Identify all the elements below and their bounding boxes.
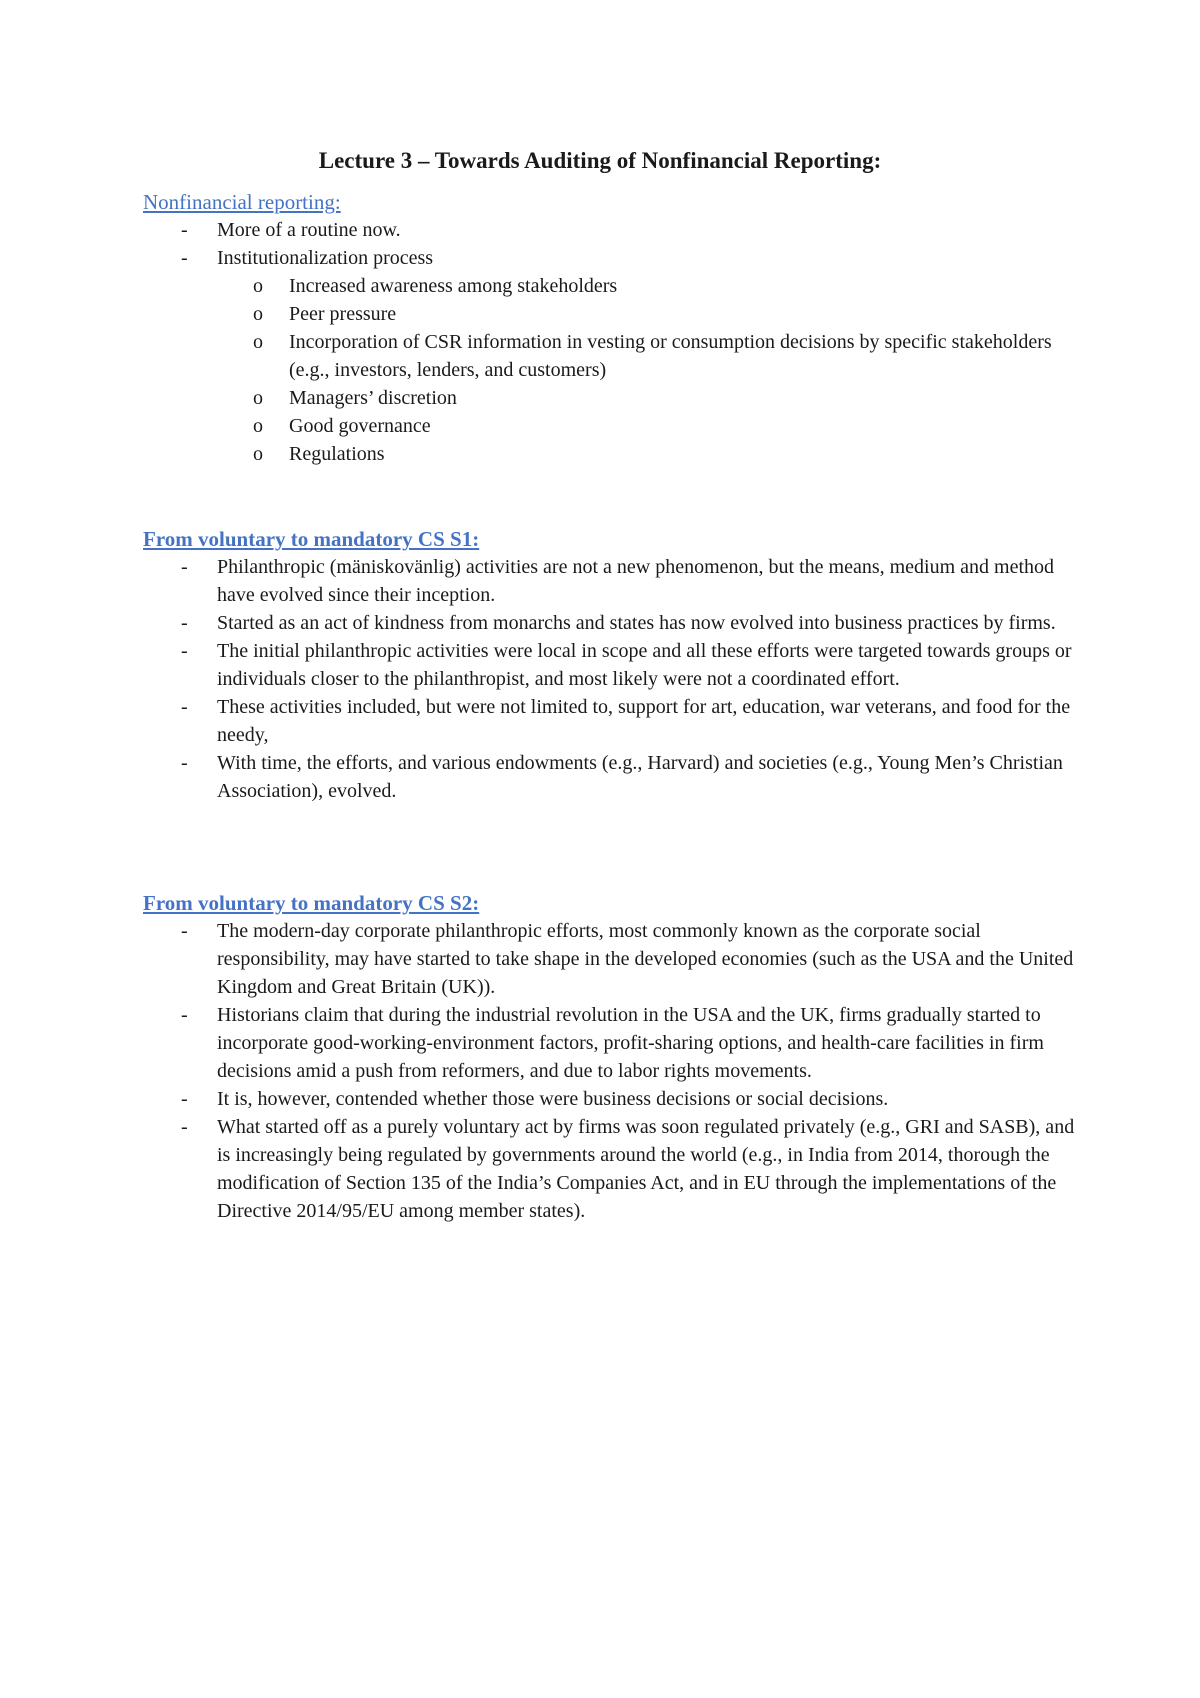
bullet-list	[143, 553, 1083, 805]
list-item-text: Started as an act of kindness from monarchs and states has now evolved into business practices by firms.	[217, 612, 1056, 634]
dash-bullet: -	[181, 612, 188, 634]
list-item	[143, 917, 1083, 1001]
list-item-text: What started off as a purely voluntary act by firms was soon regulated privately (e.g., GRI and SASB), and is increasingly being regulated by governments around the world (e.g., in India from 2014, thorough the modification of Section 135 of the India’s Companies Act, and in EU through the implementations of the Directive 2014/95/EU among member states).	[217, 1116, 1075, 1222]
list-item-text: The modern-day corporate philanthropic efforts, most commonly known as the corporate social responsibility, may have started to take shape in the developed economies (such as the USA and the United Kingdom and Great Britain (UK)).	[217, 920, 1074, 998]
section-voluntary-to-mandatory-s2	[143, 889, 1083, 1225]
section-nonfinancial-reporting	[143, 188, 1083, 468]
sub-list-item	[143, 412, 1083, 440]
section-heading: From voluntary to mandatory CS S1:	[143, 527, 480, 551]
section-heading: From voluntary to mandatory CS S2:	[143, 891, 480, 915]
list-item-text: It is, however, contended whether those were business decisions or social decisions.	[217, 1088, 889, 1110]
dash-bullet: -	[181, 1004, 188, 1026]
sub-list-item-text: Increased awareness among stakeholders	[289, 275, 618, 297]
page-title: Lecture 3 – Towards Auditing of Nonfinancial Reporting:	[318, 148, 882, 173]
sub-list-item-text: Managers’ discretion	[289, 387, 457, 409]
bullet-list	[143, 917, 1083, 1225]
sub-list-item-text: Peer pressure	[289, 303, 397, 325]
dash-bullet: -	[181, 920, 188, 942]
sub-list-item-text: Incorporation of CSR information in vesting or consumption decisions by specific stakeholders (e.g., investors, lenders, and customers)	[289, 331, 1052, 381]
list-item	[143, 1001, 1083, 1085]
list-item	[143, 553, 1083, 609]
list-item-text: Philanthropic (mäniskovänlig) activities are not a new phenomenon, but the means, medium and method have evolved since their inception.	[217, 556, 1055, 606]
list-item	[143, 609, 1083, 637]
sub-list-item-text: Good governance	[289, 415, 431, 437]
section-heading: Nonfinancial reporting:	[143, 190, 341, 214]
dash-bullet: -	[181, 1116, 188, 1138]
sub-list-item-text: Regulations	[289, 443, 385, 465]
circle-bullet: o	[253, 443, 263, 465]
circle-bullet: o	[253, 387, 263, 409]
dash-bullet: -	[181, 1088, 188, 1110]
dash-bullet: -	[181, 696, 188, 718]
list-item	[143, 244, 1083, 272]
list-item	[143, 693, 1083, 749]
list-item	[143, 216, 1083, 244]
circle-bullet: o	[253, 275, 263, 297]
sub-list-item	[143, 440, 1083, 468]
list-item	[143, 749, 1083, 805]
sub-list-item	[143, 272, 1083, 300]
sub-bullet-list	[143, 272, 1083, 468]
list-item-text: These activities included, but were not limited to, support for art, education, war veterans, and food for the needy,	[217, 696, 1071, 746]
dash-bullet: -	[181, 219, 188, 241]
list-item	[143, 1113, 1083, 1225]
circle-bullet: o	[253, 415, 263, 437]
circle-bullet: o	[253, 331, 263, 353]
dash-bullet: -	[181, 752, 188, 774]
list-item	[143, 1085, 1083, 1113]
dash-bullet: -	[181, 247, 188, 269]
list-item-text: Historians claim that during the industrial revolution in the USA and the UK, firms gradually started to incorporate good-working-environment factors, profit-sharing options, and health-care facilities in firm decisions amid a push from reformers, and due to labor rights movements.	[217, 1004, 1044, 1082]
sub-list-item	[143, 328, 1083, 384]
section-voluntary-to-mandatory-s1	[143, 525, 1083, 805]
bullet-list	[143, 216, 1083, 272]
list-item	[143, 637, 1083, 693]
list-item-text: The initial philanthropic activities were local in scope and all these efforts were targeted towards groups or individuals closer to the philanthropist, and most likely were not a coordinated effort.	[217, 640, 1072, 690]
sub-list-item	[143, 384, 1083, 412]
sub-list-item	[143, 300, 1083, 328]
list-item-text: Institutionalization process	[217, 247, 434, 269]
list-item-text: More of a routine now.	[217, 219, 401, 241]
dash-bullet: -	[181, 556, 188, 578]
circle-bullet: o	[253, 303, 263, 325]
dash-bullet: -	[181, 640, 188, 662]
list-item-text: With time, the efforts, and various endowments (e.g., Harvard) and societies (e.g., Young Men’s Christian Association), evolved.	[217, 752, 1063, 802]
